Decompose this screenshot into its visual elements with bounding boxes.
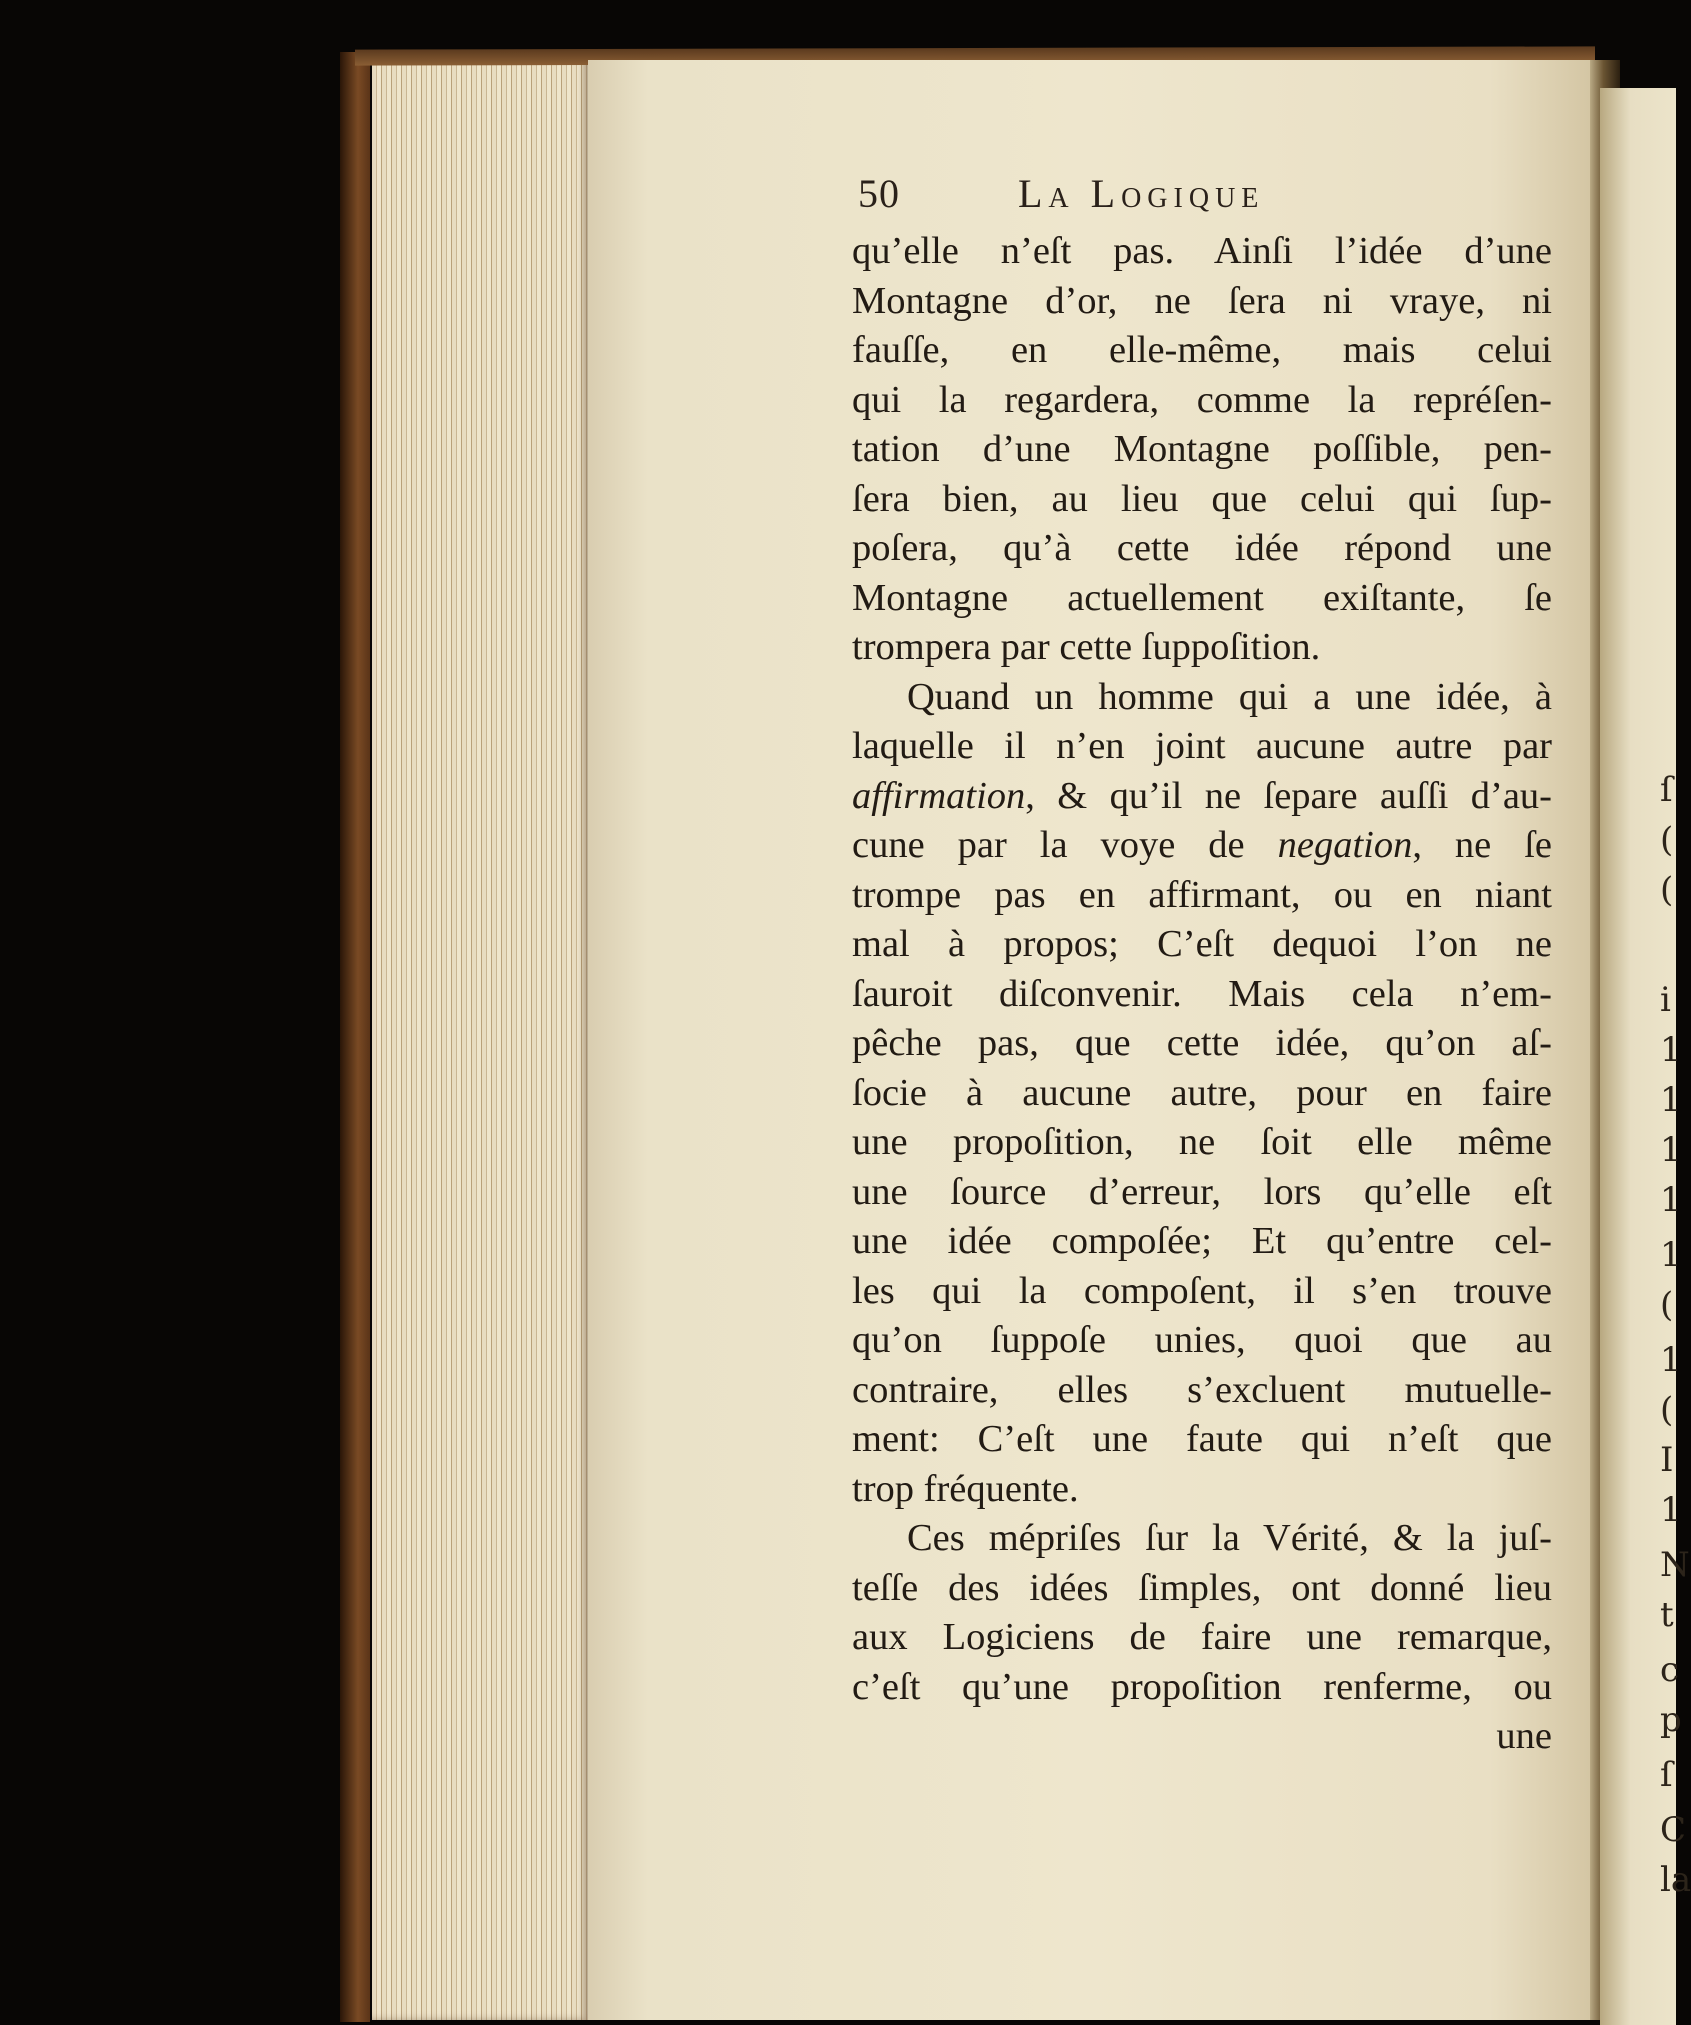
text-line: Ces mépriſes ſur la Vérité, & la juſ- bbox=[907, 1517, 1552, 1559]
text-line: qui la regardera, comme la repréſen- bbox=[852, 378, 1552, 421]
facing-glyph: 1 bbox=[1660, 1130, 1682, 1170]
text-line: contraire, elles s’excluent mutuelle- bbox=[852, 1368, 1552, 1411]
facing-glyph: ſ bbox=[1660, 1755, 1673, 1795]
running-title: La Logique bbox=[1018, 171, 1265, 216]
text-line: teſſe des idées ſimples, ont donné lieu bbox=[852, 1566, 1552, 1609]
catchword: une bbox=[1496, 1715, 1552, 1757]
text-line: Montagne d’or, ne ſera ni vraye, ni bbox=[852, 279, 1552, 322]
facing-glyph: C bbox=[1660, 1810, 1687, 1850]
text-line: aux Logiciens de faire une remarque, bbox=[852, 1616, 1552, 1658]
text-line: pêche pas, que cette idée, qu’on aſ- bbox=[852, 1022, 1552, 1064]
text-line: ment: C’eſt une faute qui n’eſt que bbox=[852, 1418, 1552, 1460]
text-line: une propoſition, ne ſoit elle même bbox=[852, 1121, 1552, 1163]
text-line: Quand un homme qui a une idée, à bbox=[907, 675, 1552, 718]
facing-glyph: N bbox=[1660, 1545, 1690, 1585]
text-line: Montagne actuellement exiſtante, ſe bbox=[852, 576, 1552, 619]
text-line: ſera bien, au lieu que celui qui ſup- bbox=[852, 477, 1552, 520]
text-line: ſocie à aucune autre, pour en faire bbox=[852, 1071, 1552, 1114]
facing-glyph: 1 bbox=[1660, 1030, 1682, 1070]
text-line: tation d’une Montagne poſſible, pen- bbox=[852, 428, 1552, 470]
text-line: fauſſe, en elle-même, mais celui bbox=[852, 329, 1552, 371]
text-line: trompe pas en affirmant, ou en niant bbox=[852, 873, 1552, 916]
facing-glyph: 1 bbox=[1660, 1180, 1682, 1220]
text-line: une idée compoſée; Et qu’entre cel- bbox=[852, 1220, 1552, 1262]
facing-glyph: i bbox=[1660, 980, 1671, 1020]
binding-edge bbox=[340, 52, 370, 2022]
facing-glyph: ( bbox=[1660, 870, 1674, 910]
text-line: affirmation, & qu’il ne ſepare auſſi d’au- bbox=[852, 774, 1552, 817]
facing-glyph: c bbox=[1660, 1650, 1680, 1690]
facing-glyph: ( bbox=[1660, 820, 1674, 860]
running-head bbox=[858, 170, 1398, 220]
text-line: c’eſt qu’une propoſition renferme, ou bbox=[852, 1665, 1552, 1708]
text-line: trompera par cette ſuppoſition. bbox=[852, 626, 1321, 668]
facing-glyph: t bbox=[1660, 1595, 1674, 1635]
facing-glyph: ſ bbox=[1660, 770, 1673, 810]
facing-glyph: la bbox=[1660, 1860, 1691, 1900]
text-line: laquelle il n’en joint aucune autre par bbox=[852, 725, 1552, 767]
page-edges bbox=[372, 52, 590, 2020]
italic-term: negation bbox=[1277, 824, 1413, 866]
facing-glyph: 1 bbox=[1660, 1235, 1682, 1275]
text-line: les qui la compoſent, il s’en trouve bbox=[852, 1269, 1552, 1312]
facing-glyph: 1 bbox=[1660, 1340, 1682, 1380]
text-line: poſera, qu’à cette idée répond une bbox=[852, 527, 1552, 569]
text-line: une ſource d’erreur, lors qu’elle eſt bbox=[852, 1170, 1552, 1213]
facing-glyph: p bbox=[1660, 1700, 1682, 1740]
facing-glyph: 1 bbox=[1660, 1080, 1682, 1120]
facing-glyph: I bbox=[1660, 1440, 1674, 1480]
facing-glyph: 1 bbox=[1660, 1490, 1682, 1530]
text-line: qu’elle n’eſt pas. Ainſi l’idée d’une bbox=[852, 230, 1552, 272]
text-line: qu’on ſuppoſe unies, quoi que au bbox=[852, 1319, 1552, 1361]
facing-glyph: ( bbox=[1660, 1390, 1674, 1430]
text-line: trop fréquente. bbox=[852, 1467, 1079, 1510]
text-line: cune par la voye de negation, ne ſe bbox=[852, 824, 1553, 866]
facing-glyph: ( bbox=[1660, 1285, 1674, 1325]
page-number: 50 bbox=[858, 171, 900, 216]
text-line: ſauroit diſconvenir. Mais cela n’em- bbox=[852, 972, 1552, 1015]
text-line: mal à propos; C’eſt dequoi l’on ne bbox=[852, 923, 1552, 965]
body-text bbox=[852, 227, 1552, 1762]
italic-term: affirmation bbox=[852, 774, 1026, 817]
